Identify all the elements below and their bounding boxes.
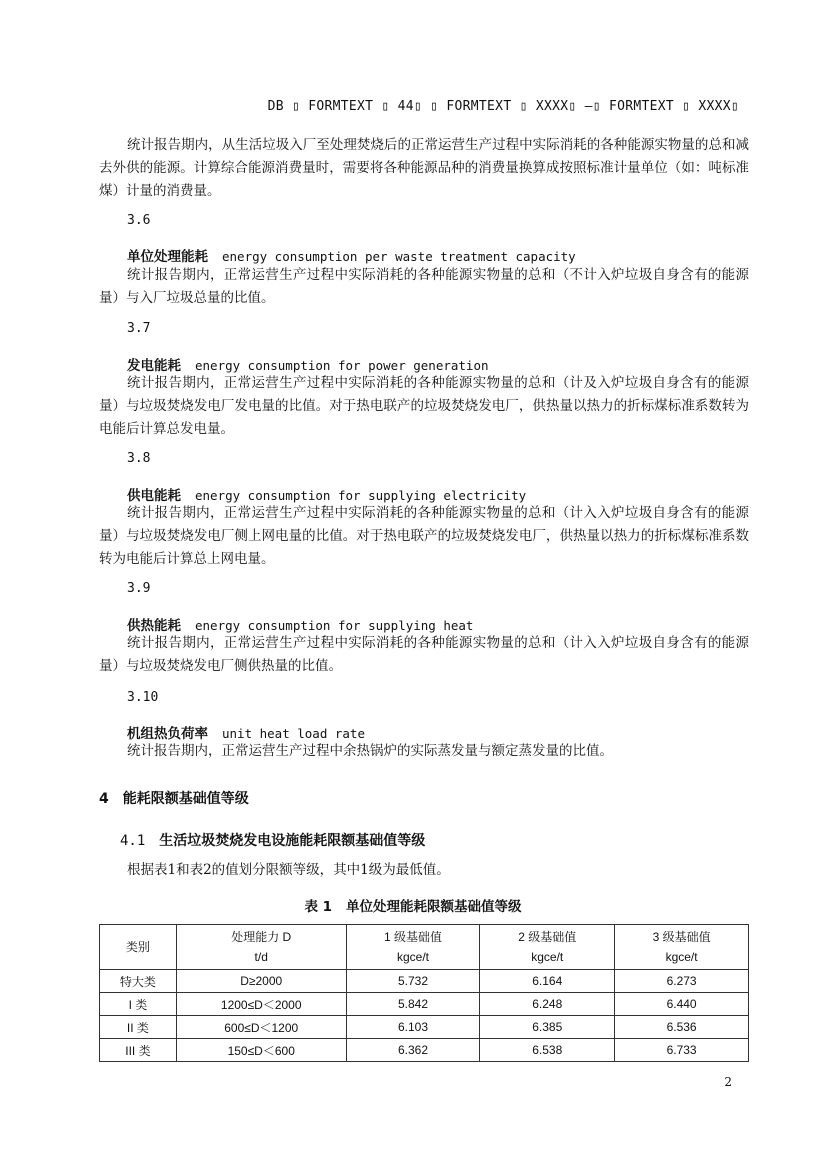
header-level3-label: 3 级基础值 xyxy=(652,930,711,944)
term-zh: 供电能耗 xyxy=(127,488,181,504)
term-en: energy consumption for supplying electricity xyxy=(195,488,527,503)
table-caption-title: 单位处理能耗限额基础值等级 xyxy=(346,899,522,915)
term-zh: 单位处理能耗 xyxy=(127,249,208,265)
table-row xyxy=(100,970,749,993)
chapter-heading xyxy=(99,788,249,808)
page-number: 2 xyxy=(724,1075,732,1089)
cell-level2: 6.248 xyxy=(480,993,615,1016)
term-heading xyxy=(127,722,365,742)
cell-capacity: 600≤D＜1200 xyxy=(176,1016,346,1039)
cell-level3: 6.733 xyxy=(615,1039,749,1062)
cell-level3: 6.440 xyxy=(615,993,749,1016)
header-level1-label: 1 级基础值 xyxy=(383,930,442,944)
cell-level1: 5.842 xyxy=(346,993,480,1016)
table-caption xyxy=(0,895,826,915)
section-number: 3.10 xyxy=(127,690,159,705)
term-zh: 发电能耗 xyxy=(127,358,181,374)
section-number: 3.9 xyxy=(127,581,151,596)
cell-level1: 6.103 xyxy=(346,1016,480,1039)
energy-limit-table xyxy=(99,924,749,1062)
cell-level3: 6.273 xyxy=(615,970,749,993)
cell-capacity: 1200≤D＜2000 xyxy=(176,993,346,1016)
header-capacity-label: 处理能力 D xyxy=(231,930,292,944)
term-definition: 统计报告期内，正常运营生产过程中余热锅炉的实际蒸发量与额定蒸发量的比值。 xyxy=(127,743,613,759)
chapter-number: 4 xyxy=(99,791,109,807)
term-en: energy consumption for supplying heat xyxy=(195,618,474,633)
header-category: 类别 xyxy=(100,925,177,970)
cell-category: 特大类 xyxy=(100,970,177,993)
table-caption-label: 表 1 xyxy=(304,899,333,915)
page-header: DB ▯ FORMTEXT ▯ 44▯ ▯ FORMTEXT ▯ XXXX▯ —▯ FORMTEXT ▯ XXXX▯ xyxy=(267,99,739,114)
section-heading-number: 4.1 xyxy=(120,833,146,849)
term-definition: 统计报告期内，正常运营生产过程中实际消耗的各种能源实物量的总和（不计入炉垃圾自身含有的能源量）与入厂垃圾总量的比值。 xyxy=(99,267,749,306)
cell-level1: 6.362 xyxy=(346,1039,480,1062)
section-text: 根据表1和表2的值划分限额等级，其中1级为最低值。 xyxy=(127,862,450,878)
cell-category: I 类 xyxy=(100,993,177,1016)
cell-level3: 6.536 xyxy=(615,1016,749,1039)
term-zh: 供热能耗 xyxy=(127,618,181,634)
header-level3 xyxy=(615,925,749,970)
header-capacity xyxy=(176,925,346,970)
term-heading xyxy=(127,245,576,265)
cell-category: II 类 xyxy=(100,1016,177,1039)
header-level1 xyxy=(346,925,480,970)
header-level2-unit: kgce/t xyxy=(531,950,564,964)
section-heading xyxy=(120,830,425,850)
cell-level2: 6.164 xyxy=(480,970,615,993)
table-row xyxy=(100,1039,749,1062)
cell-category: III 类 xyxy=(100,1039,177,1062)
term-heading xyxy=(127,354,489,374)
cell-level1: 5.732 xyxy=(346,970,480,993)
header-capacity-unit: t/d xyxy=(254,950,268,964)
term-zh: 机组热负荷率 xyxy=(127,726,208,742)
term-en: unit heat load rate xyxy=(222,726,365,741)
term-definition: 统计报告期内，正常运营生产过程中实际消耗的各种能源实物量的总和（计入入炉垃圾自身含有的能源量）与垃圾焚烧发电厂侧上网电量的比值。对于热电联产的垃圾焚烧发电厂，供热量以热力的折标煤标准系数转为电能后计算总上网电量。 xyxy=(99,505,749,567)
header-level2 xyxy=(480,925,615,970)
cell-level2: 6.385 xyxy=(480,1016,615,1039)
cell-capacity: 150≤D＜600 xyxy=(176,1039,346,1062)
term-heading xyxy=(127,614,473,634)
header-level1-unit: kgce/t xyxy=(396,950,429,964)
cell-level2: 6.538 xyxy=(480,1039,615,1062)
header-level3-unit: kgce/t xyxy=(665,950,698,964)
chapter-title: 能耗限额基础值等级 xyxy=(122,791,249,807)
cell-capacity: D≥2000 xyxy=(176,970,346,993)
table-header-row xyxy=(100,925,749,970)
section-number: 3.7 xyxy=(127,321,151,336)
table-row xyxy=(100,993,749,1016)
header-level2-label: 2 级基础值 xyxy=(518,930,577,944)
term-heading xyxy=(127,484,526,504)
section-number: 3.8 xyxy=(127,451,151,466)
term-en: energy consumption for power generation xyxy=(195,358,489,373)
section-number: 3.6 xyxy=(127,213,151,228)
section-heading-title: 生活垃圾焚烧发电设施能耗限额基础值等级 xyxy=(159,833,426,849)
term-en: energy consumption per waste treatment capacity xyxy=(222,249,576,264)
table-row xyxy=(100,1016,749,1039)
term-definition: 统计报告期内，正常运营生产过程中实际消耗的各种能源实物量的总和（计入入炉垃圾自身含有的能源量）与垃圾焚烧发电厂侧供热量的比值。 xyxy=(99,635,749,674)
intro-paragraph: 统计报告期内，从生活垃圾入厂至处理焚烧后的正常运营生产过程中实际消耗的各种能源实物量的总和减去外供的能源。计算综合能源消费量时，需要将各种能源品种的消费量换算成按照标准计量单位（如：吨标准煤）计量的消费量。 xyxy=(99,137,749,199)
term-definition: 统计报告期内，正常运营生产过程中实际消耗的各种能源实物量的总和（计及入炉垃圾自身含有的能源量）与垃圾焚烧发电厂发电量的比值。对于热电联产的垃圾焚烧发电厂，供热量以热力的折标煤标准系数转为电能后计算总发电量。 xyxy=(99,375,749,437)
